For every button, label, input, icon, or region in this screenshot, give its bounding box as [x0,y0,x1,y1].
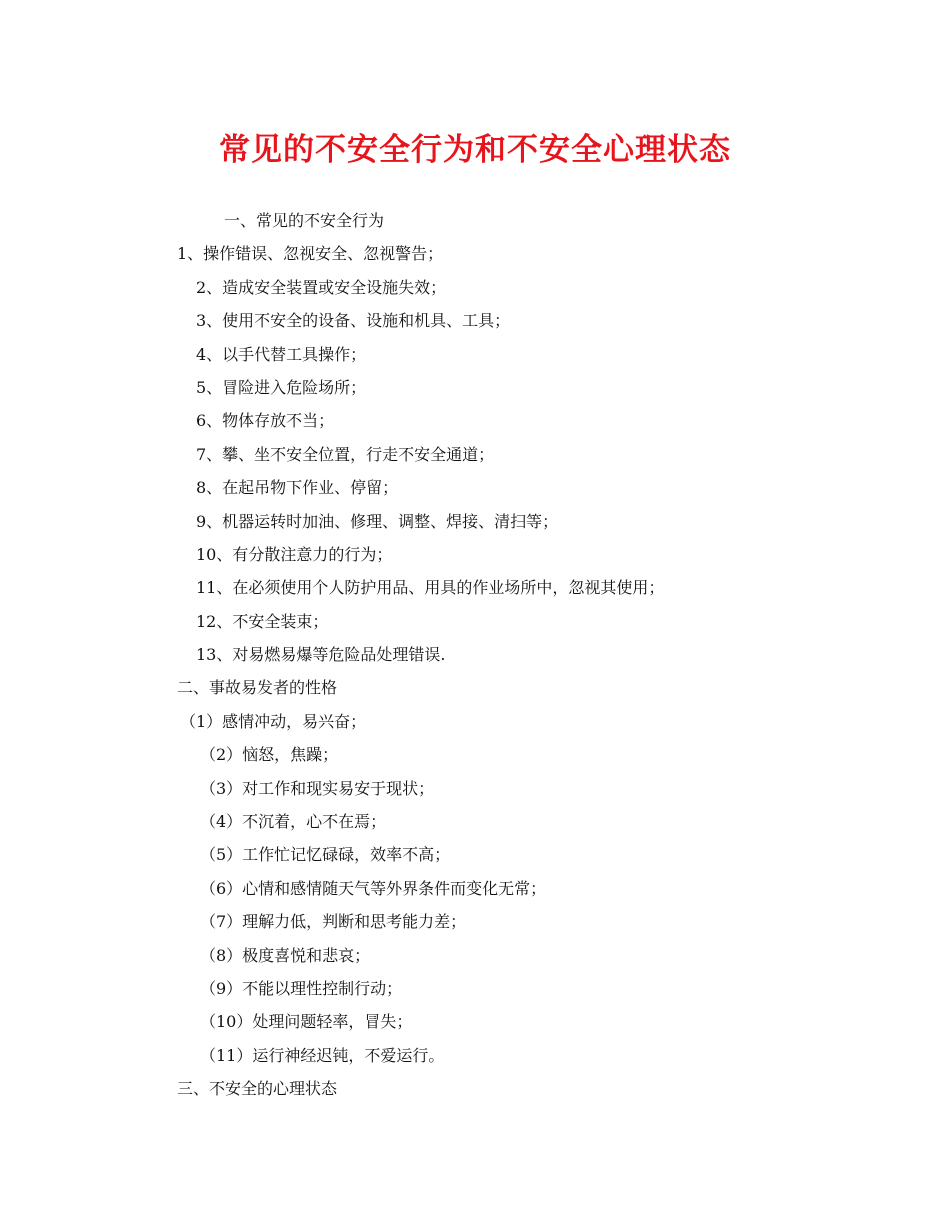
section-heading-unsafe-behaviors: 一、常见的不安全行为 [224,211,385,230]
list-item: 2、造成安全装置或安全设施失效； [196,277,447,297]
document-body [0,204,950,1106]
list-item: 4、以手代替工具操作； [196,344,367,364]
list-item: 11、在必须使用个人防护用品、用具的作业场所中，忽视其使用； [196,578,665,598]
list-item: （10）处理问题轻率，冒失； [200,1012,413,1032]
list-item: （1）感情冲动，易兴奋； [180,711,367,731]
list-item: 10、有分散注意力的行为； [196,544,393,564]
section-heading-unsafe-mental-states: 三、不安全的心理状态 [177,1079,338,1099]
list-item: （3）对工作和现实易安于现状； [200,778,435,798]
list-item: （5）工作忙记忆碌碌，效率不高； [200,845,451,865]
list-item: 13、对易燃易爆等危险品处理错误. [196,645,446,665]
list-item: （4）不沉着，心不在焉； [200,812,387,832]
list-item: 9、机器运转时加油、修理、调整、焊接、清扫等； [196,511,559,531]
list-item: （8）极度喜悦和悲哀； [200,945,371,965]
list-item: （11）运行神经迟钝，不爱运行。 [200,1045,445,1065]
section-heading-accident-prone-personality: 二、事故易发者的性格 [177,678,338,698]
list-item: 6、物体存放不当； [196,411,335,431]
list-item: 1、操作错误、忽视安全、忽视警告； [177,244,444,264]
list-item: （6）心情和感情随天气等外界条件而变化无常； [200,878,547,898]
list-item: 12、不安全装束； [196,611,329,631]
list-item: 7、攀、坐不安全位置，行走不安全通道； [196,444,495,464]
list-item: 5、冒险进入危险场所； [196,377,367,397]
list-item: （9）不能以理性控制行动； [200,978,403,998]
list-item: 3、使用不安全的设备、设施和机具、工具； [196,311,511,331]
page-title: 常见的不安全行为和不安全心理状态 [219,132,731,168]
list-item: （7）理解力低，判断和思考能力差； [200,912,467,932]
list-item: 8、在起吊物下作业、停留； [196,478,399,498]
list-item: （2）恼怒，焦躁； [200,745,339,765]
